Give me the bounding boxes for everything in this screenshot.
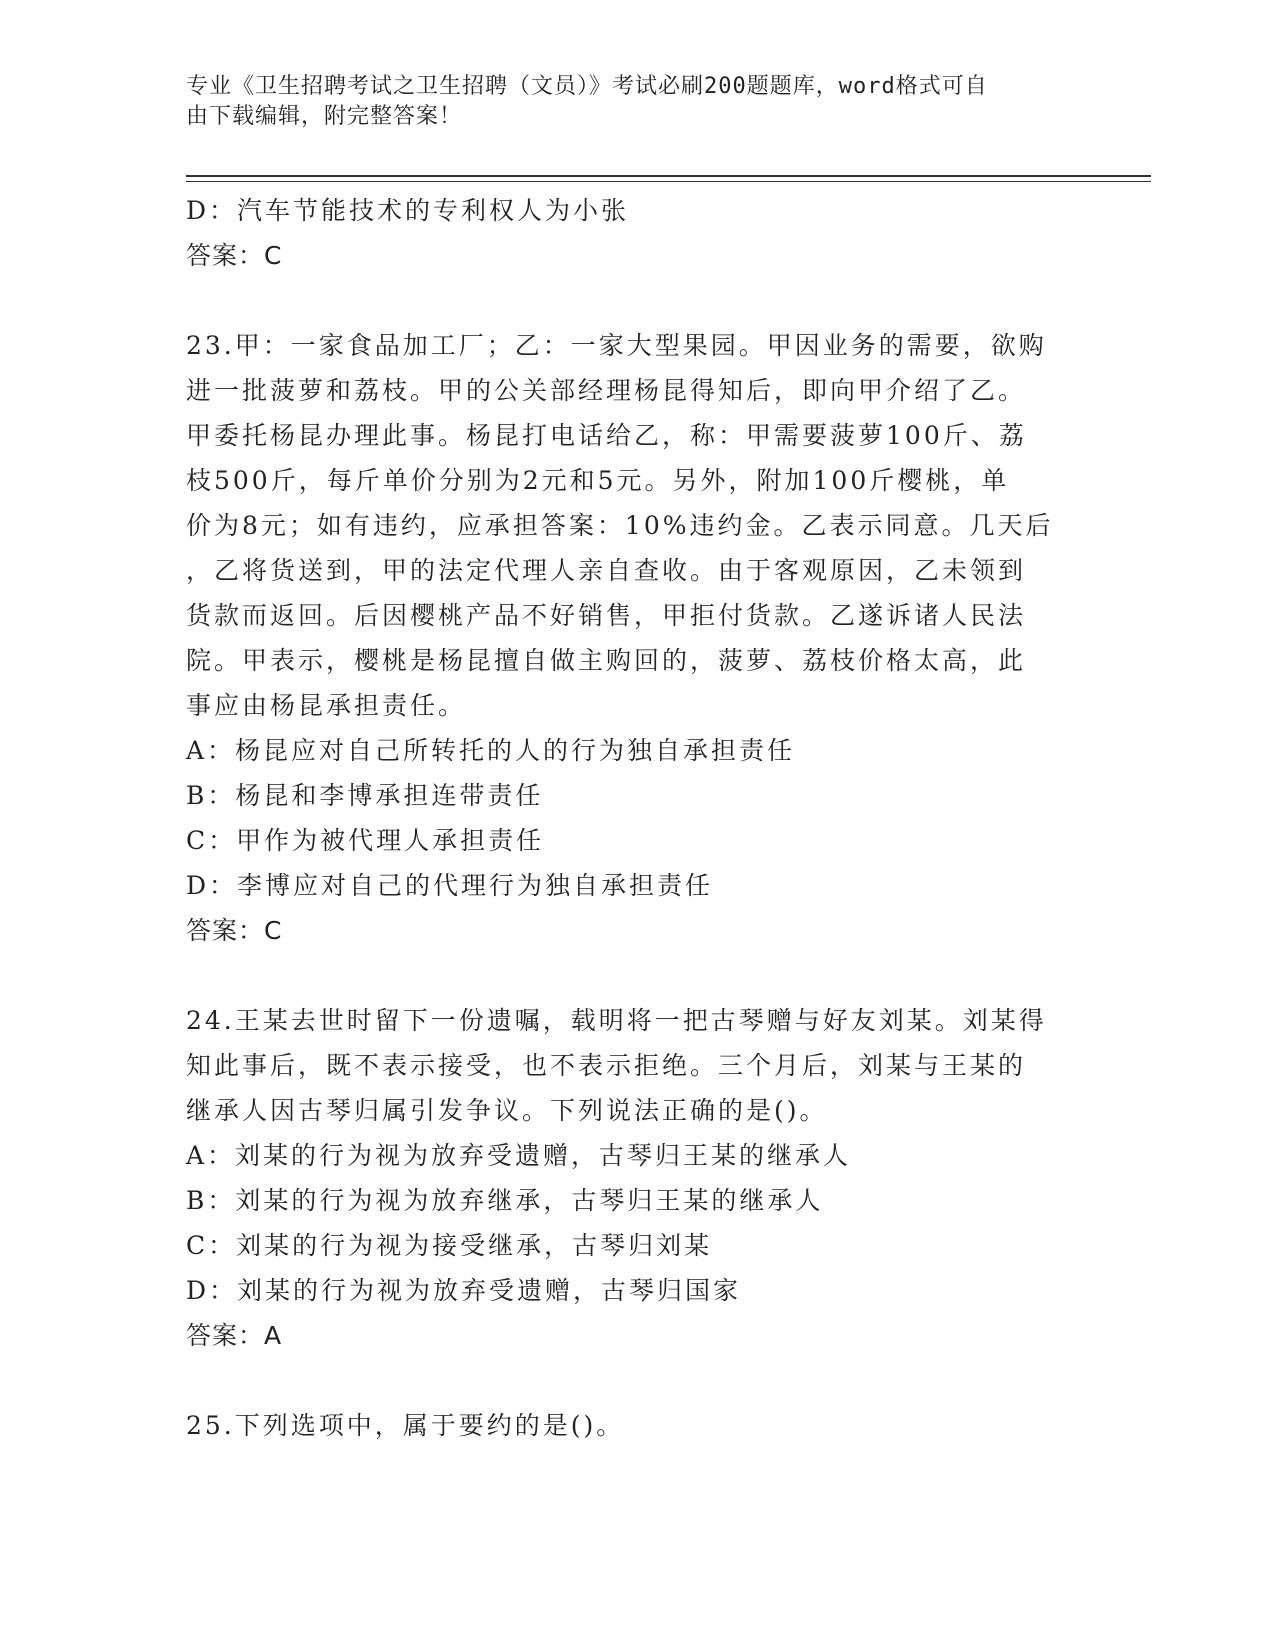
question-23-line: 货款而返回。后因樱桃产品不好销售，甲拒付货款。乙遂诉诸人民法: [186, 601, 1027, 630]
header-line-2: 由下载编辑，附完整答案！: [186, 104, 463, 129]
document-header: [186, 72, 1066, 132]
question-24-option-c: C：刘某的行为视为接受继承，古琴归刘某: [186, 1231, 713, 1260]
question-23-line: 甲委托杨昆办理此事。杨昆打电话给乙，称：甲需要菠萝100斤、荔: [186, 421, 1027, 450]
question-25: [186, 1403, 1086, 1448]
question-24-line: 继承人因古琴归属引发争议。下列说法正确的是()。: [186, 1096, 828, 1125]
question-23-line: 进一批菠萝和荔枝。甲的公关部经理杨昆得知后，即向甲介绍了乙。: [186, 376, 1027, 405]
question-23-option-b: B：杨昆和李博承担连带责任: [186, 781, 544, 810]
question-23-option-d: D：李博应对自己的代理行为独自承担责任: [186, 871, 714, 900]
header-divider-thin: [186, 181, 1151, 182]
question-25-line: 25.下列选项中，属于要约的是()。: [186, 1411, 625, 1440]
question-24-line: 24.王某去世时留下一份遗嘱，载明将一把古琴赠与好友刘某。刘某得: [186, 1006, 1047, 1035]
question-23-option-c: C：甲作为被代理人承担责任: [186, 826, 545, 855]
prev-option-d: D：汽车节能技术的专利权人为小张: [186, 196, 630, 225]
question-24-answer: 答案：A: [186, 1321, 283, 1350]
question-23: [186, 323, 1086, 953]
spacer: [186, 278, 1086, 323]
question-23-line: 事应由杨昆承担责任。: [186, 691, 467, 720]
question-23-line: ，乙将货送到，甲的法定代理人亲自查收。由于客观原因，乙未领到: [186, 556, 1027, 585]
question-24-option-d: D：刘某的行为视为放弃受遗赠，古琴归国家: [186, 1276, 742, 1305]
header-divider-thick: [186, 175, 1151, 177]
question-24-option-b: B：刘某的行为视为放弃继承，古琴归王某的继承人: [186, 1186, 824, 1215]
header-line-1: 专业《卫生招聘考试之卫生招聘（文员）》考试必刷200题题库，word格式可自: [186, 74, 988, 99]
question-24-line: 知此事后，既不表示接受，也不表示拒绝。三个月后，刘某与王某的: [186, 1051, 1027, 1080]
spacer: [186, 953, 1086, 998]
document-body: [186, 188, 1086, 1448]
spacer: [186, 1358, 1086, 1403]
question-23-line: 价为8元；如有违约，应承担答案：10%违约金。乙表示同意。几天后: [186, 511, 1054, 540]
question-24-option-a: A：刘某的行为视为放弃受遗赠，古琴归王某的继承人: [186, 1141, 852, 1170]
question-23-line: 枝500斤，每斤单价分别为2元和5元。另外，附加100斤樱桃，单: [186, 466, 1010, 495]
question-23-answer: 答案：C: [186, 916, 283, 945]
prev-answer: 答案：C: [186, 241, 283, 270]
question-23-option-a: A：杨昆应对自己所转托的人的行为独自承担责任: [186, 736, 796, 765]
question-23-line: 23.甲：一家食品加工厂；乙：一家大型果园。甲因业务的需要，欲购: [186, 331, 1047, 360]
question-23-line: 院。甲表示，樱桃是杨昆擅自做主购回的，菠萝、荔枝价格太高，此: [186, 646, 1027, 675]
question-24: [186, 998, 1086, 1358]
